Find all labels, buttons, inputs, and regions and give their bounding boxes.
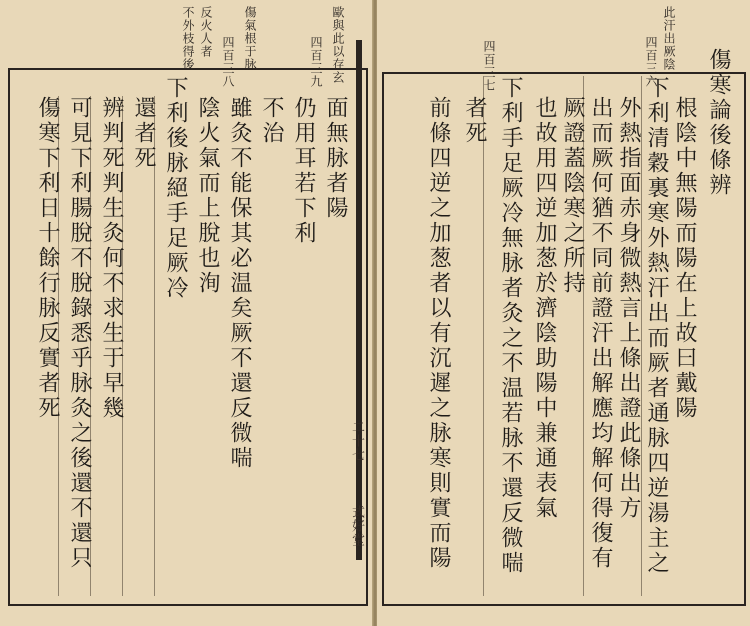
left-publisher-mark: 式好堂 [349, 505, 364, 547]
left-rule-2 [90, 96, 91, 596]
left-column-4: 還者死 [131, 96, 156, 171]
left-column-6: 陰火氣而上脫也洵 [195, 96, 220, 296]
right-column-5: 出而厥何猶不同前證汗出解應均解何得復有 [588, 96, 613, 571]
right-column-4: 外熱指面赤身微熱言上條出證此條出方 [616, 96, 641, 521]
left-column-8: 不治 [259, 96, 284, 146]
left-column-9: 仍用耳若下利 [291, 96, 316, 246]
right-rule-1 [483, 76, 484, 596]
left-page [0, 0, 373, 626]
left-column-2: 可見下利腸脫不脫錄悉乎脉灸之後還不還只 [67, 96, 92, 571]
left-page-edge-bar [356, 40, 362, 560]
right-top-note-3: 四百三七 [482, 40, 496, 92]
left-column-1: 傷寒下利日十餘行脉反實者死 [35, 96, 60, 421]
left-rule-3 [122, 96, 123, 596]
left-top-note-6: 不外枝得後 [181, 6, 195, 71]
right-rule-3 [641, 76, 642, 596]
right-column-2: 根陰中無陽而陽在上故曰戴陽 [672, 96, 697, 421]
left-top-note-1: 歐與此以存玄 [331, 6, 345, 84]
right-column-6: 厥證蓋陰寒之所持 [560, 96, 585, 296]
right-top-note-1: 此汗出厥陰 [662, 6, 676, 71]
left-rule-1 [58, 96, 59, 596]
right-book-title: 傷寒論後條辨 [706, 48, 731, 198]
left-column-10: 面無脉者陽 [323, 96, 348, 221]
right-column-9: 者死 [462, 96, 487, 146]
right-column-7: 也故用四逆加葱於濟陰助陽中兼通表氣 [532, 96, 557, 521]
left-column-5: 下利後脉絕手足厥冷 [163, 76, 188, 301]
left-top-note-2: 四百三九 [309, 36, 323, 88]
right-column-8: 下利手足厥冷無脉者灸之不温若脉不還反微喘 [498, 76, 523, 576]
left-column-7: 雖灸不能保其必温矣厥不還反微喘 [227, 96, 252, 471]
left-rule-4 [154, 96, 155, 596]
right-column-10: 前條四逆之加葱者以有沉遲之脉寒則實而陽 [426, 96, 451, 571]
right-column-3: 下利清穀裏寒外熱汗出而厥者通脉四逆湯主之 [644, 76, 669, 576]
left-page-number: 二十七 [349, 420, 364, 462]
left-column-3: 辨判死判生灸何不求生于早幾 [99, 96, 124, 421]
right-page [377, 0, 750, 626]
left-top-note-5: 反火人者 [199, 6, 213, 58]
left-top-note-3: 傷氣根于脉 [243, 6, 257, 71]
left-top-note-4: 四百三八 [221, 36, 235, 88]
right-rule-2 [583, 76, 584, 596]
right-top-note-2: 四百三六 [644, 36, 658, 88]
